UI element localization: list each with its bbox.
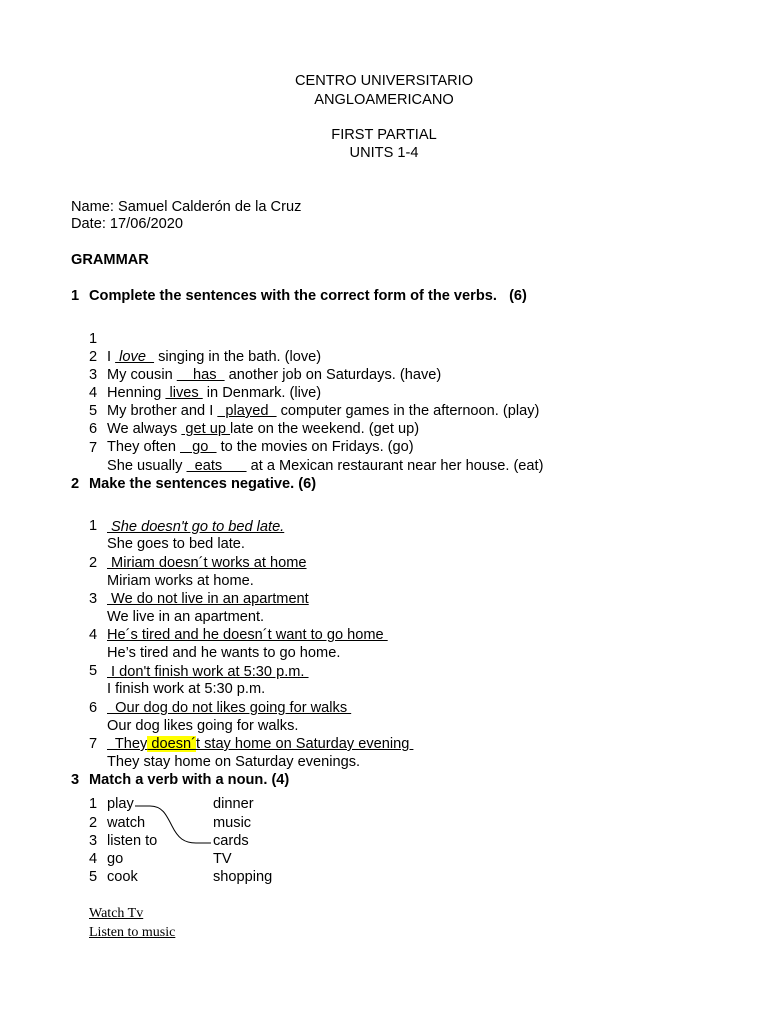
answer-line: She doesn't go to bed late. <box>107 519 285 535</box>
prompt-sentence: They stay home on Saturday evenings. <box>107 754 361 770</box>
sentence-end: singing in the bath. (love) <box>154 349 322 365</box>
sentence-start: She usually <box>107 458 187 474</box>
exam-date: Date: 17/06/2020 <box>71 216 183 232</box>
answer: has <box>176 367 225 383</box>
sentence-start: They often <box>107 439 181 455</box>
answer-start: They <box>107 736 148 752</box>
highlighted-word: doesn´ <box>147 736 196 752</box>
prompt-sentence: Our dog likes going for walks. <box>107 718 299 734</box>
verb-item: play <box>107 796 134 812</box>
item-number: 7 <box>89 440 98 456</box>
answer-line: He´s tired and he doesn´t want to go home <box>107 627 388 643</box>
verb-number: 2 <box>89 815 98 831</box>
item-number: 1 <box>89 518 98 534</box>
sentence-end: another job on Saturdays. (have) <box>224 367 442 383</box>
sentence-end: computer games in the afternoon. (play) <box>276 403 540 419</box>
noun-item: shopping <box>213 869 273 885</box>
verb-number: 5 <box>89 869 98 885</box>
item-number: 1 <box>89 331 98 347</box>
exercise-3-title: Match a verb with a noun. (4) <box>89 772 290 788</box>
sentence-start: My brother and I <box>107 403 218 419</box>
sentence-start: We always <box>107 421 182 437</box>
sentence-start: My cousin <box>107 367 177 383</box>
item-number: 5 <box>89 663 98 679</box>
answer-line: We do not live in an apartment <box>107 591 309 607</box>
prompt-sentence: We live in an apartment. <box>107 609 265 625</box>
item-number: 4 <box>89 385 98 401</box>
student-name: Name: Samuel Calderón de la Cruz <box>71 199 302 215</box>
sentence-end: in Denmark. (live) <box>202 385 322 401</box>
item-number: 6 <box>89 700 98 716</box>
answer: go <box>180 439 217 455</box>
exam-units: UNITS 1-4 <box>349 145 419 161</box>
item-number: 3 <box>89 591 98 607</box>
sentence-end: to the movies on Fridays. (go) <box>216 439 414 455</box>
verb-number: 1 <box>89 796 98 812</box>
verb-item: go <box>107 851 124 867</box>
noun-item: dinner <box>213 796 254 812</box>
item-number: 3 <box>89 367 98 383</box>
noun-item: TV <box>213 851 232 867</box>
answer-line: I don't finish work at 5:30 p.m. <box>107 664 309 680</box>
verb-number: 4 <box>89 851 98 867</box>
item-number: 6 <box>89 421 98 437</box>
verb-number: 3 <box>89 833 98 849</box>
item-number: 4 <box>89 627 98 643</box>
answer: love <box>115 349 155 365</box>
answer: get up <box>181 421 231 437</box>
institution-name: CENTRO UNIVERSITARIO <box>294 73 474 89</box>
prompt-sentence: He’s tired and he wants to go home. <box>107 645 341 661</box>
exercise-1-title: Complete the sentences with the correct form of the verbs. (6) <box>89 288 527 304</box>
prompt-sentence: I finish work at 5:30 p.m. <box>107 681 266 697</box>
item-number: 7 <box>89 736 98 752</box>
verb-item: listen to <box>107 833 158 849</box>
exercise-2-number: 2 <box>71 476 80 492</box>
section-title: GRAMMAR <box>71 252 149 268</box>
sentence-start: Henning <box>107 385 166 401</box>
answer-line: Miriam doesn´t works at home <box>107 555 307 571</box>
institution-name-2: ANGLOAMERICANO <box>314 92 454 108</box>
verb-item: cook <box>107 869 138 885</box>
answer: eats <box>186 458 247 474</box>
sentence-end: late on the weekend. (get up) <box>230 421 420 437</box>
answer-line: Our dog do not likes going for walks <box>107 700 352 716</box>
item-number: 2 <box>89 555 98 571</box>
match-answer: Watch Tv <box>89 906 144 921</box>
answer: lives <box>165 385 203 401</box>
exercise-3-number: 3 <box>71 772 80 788</box>
exam-title: FIRST PARTIAL <box>331 127 437 143</box>
answer: played <box>217 403 277 419</box>
verb-item: watch <box>107 815 146 831</box>
sentence-start: I <box>107 349 116 365</box>
noun-item: music <box>213 815 252 831</box>
answer-end: t stay home on Saturday evening <box>195 736 414 752</box>
prompt-sentence: She goes to bed late. <box>107 536 245 552</box>
exercise-1-number: 1 <box>71 288 80 304</box>
match-answer: Listen to music <box>89 925 176 940</box>
exercise-2-title: Make the sentences negative. (6) <box>89 476 317 492</box>
item-number: 5 <box>89 403 98 419</box>
sentence-end: at a Mexican restaurant near her house. (eat) <box>246 458 544 474</box>
prompt-sentence: Miriam works at home. <box>107 573 254 589</box>
item-number: 2 <box>89 349 98 365</box>
noun-item: cards <box>213 833 249 849</box>
